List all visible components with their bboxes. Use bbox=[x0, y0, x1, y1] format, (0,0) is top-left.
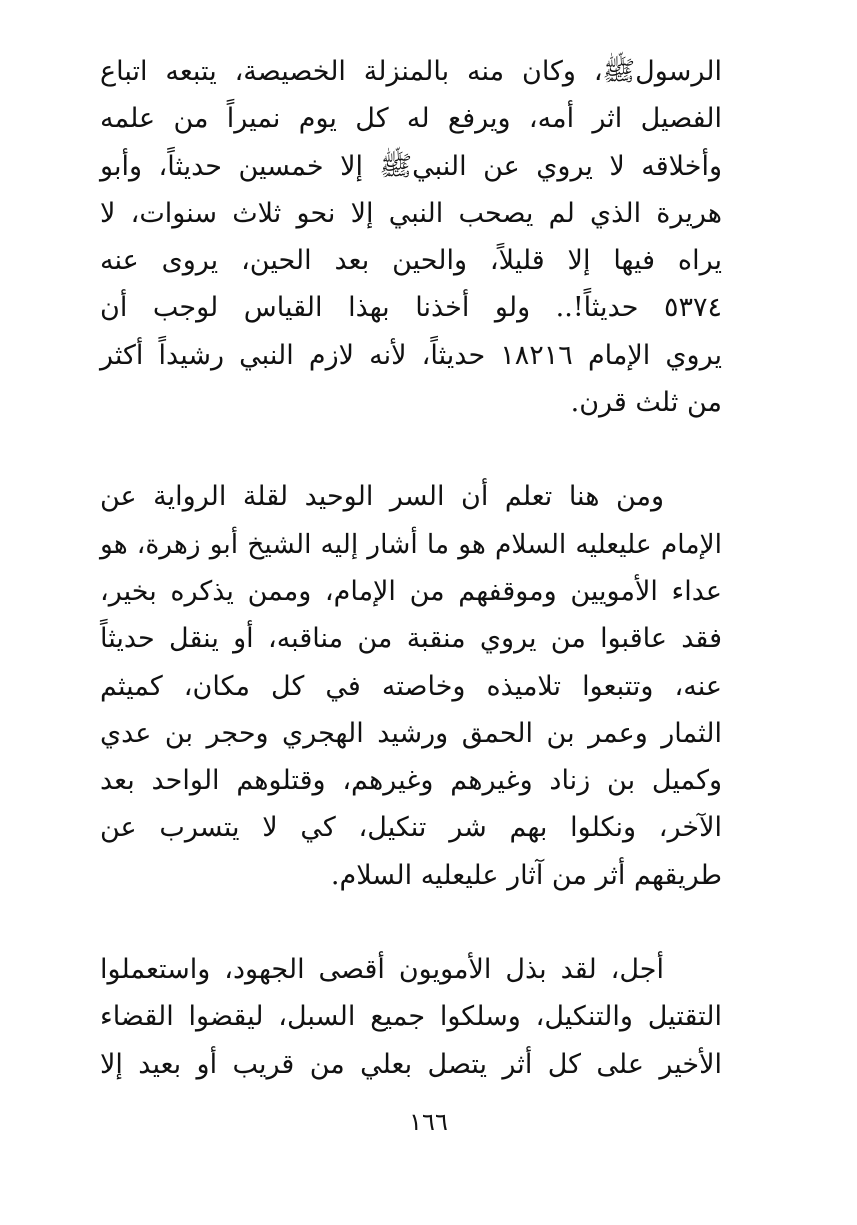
paragraph-gap bbox=[100, 899, 722, 946]
text-line: ٥٣٧٤ حديثاً!.. ولو أخذنا بهذا القياس لوجب أن bbox=[100, 292, 722, 324]
paragraph-2 bbox=[100, 473, 722, 899]
text-line: الأخير على كل أثر يتصل بعلي من قريب أو بعيد إلا bbox=[100, 1048, 722, 1080]
text-line: ومن هنا تعلم أن السر الوحيد لقلة الرواية عن bbox=[100, 481, 664, 513]
paragraph-1 bbox=[100, 48, 722, 426]
text-line: فقد عاقبوا من يروي منقبة من مناقبه، أو ينقل حديثاً bbox=[100, 623, 722, 655]
text-line: الفصيل اثر أمه، ويرفع له كل يوم نميراً من علمه bbox=[100, 103, 722, 135]
page-number: ١٦٦ bbox=[409, 1108, 448, 1136]
text-line: التقتيل والتنكيل، وسلكوا جميع السبل، ليقضوا القضاء bbox=[100, 1001, 722, 1033]
text-line: يروي الإمام ١٨٢١٦ حديثاً، لأنه لازم النبي رشيداً أكثر bbox=[100, 339, 722, 371]
text-line: من ثلث قرن. bbox=[570, 387, 722, 419]
text-line: الثمار وعمر بن الحمق ورشيد الهجري وحجر بن عدي bbox=[100, 717, 722, 749]
text-line: أجل، لقد بذل الأمويون أقصى الجهود، واستعملوا bbox=[100, 954, 664, 986]
text-line: الإمام عليعليه السلام هو ما أشار إليه الشيخ أبو زهرة، هو bbox=[100, 528, 722, 560]
text-line: هريرة الذي لم يصحب النبي إلا نحو ثلاث سنوات، لا bbox=[100, 197, 722, 229]
text-line: عنه، وتتبعوا تلاميذه وخاصته في كل مكان، كميثم bbox=[100, 670, 722, 702]
text-line: عداء الأمويين وموقفهم من الإمام، وممن يذكره بخير، bbox=[100, 575, 722, 607]
text-line: الآخر، ونكلوا بهم شر تنكيل، كي لا يتسرب عن bbox=[100, 812, 722, 844]
text-line: وكميل بن زناد وغيرهم وغيرهم، وقتلوهم الواحد بعد bbox=[100, 765, 722, 797]
page-body bbox=[100, 48, 722, 1088]
paragraph-3 bbox=[100, 946, 722, 1088]
paragraph-gap bbox=[100, 426, 722, 473]
text-line: طريقهم أثر من آثار عليعليه السلام. bbox=[330, 859, 722, 891]
text-line: الرسولﷺ، وكان منه بالمنزلة الخصيصة، يتبعه اتباع bbox=[100, 56, 722, 87]
text-line: وأخلاقه لا يروي عن النبيﷺ إلا خمسين حديثاً، وأبو bbox=[100, 150, 722, 182]
text-line: يراه فيها إلا قليلاً، والحين بعد الحين، يروى عنه bbox=[100, 245, 722, 277]
